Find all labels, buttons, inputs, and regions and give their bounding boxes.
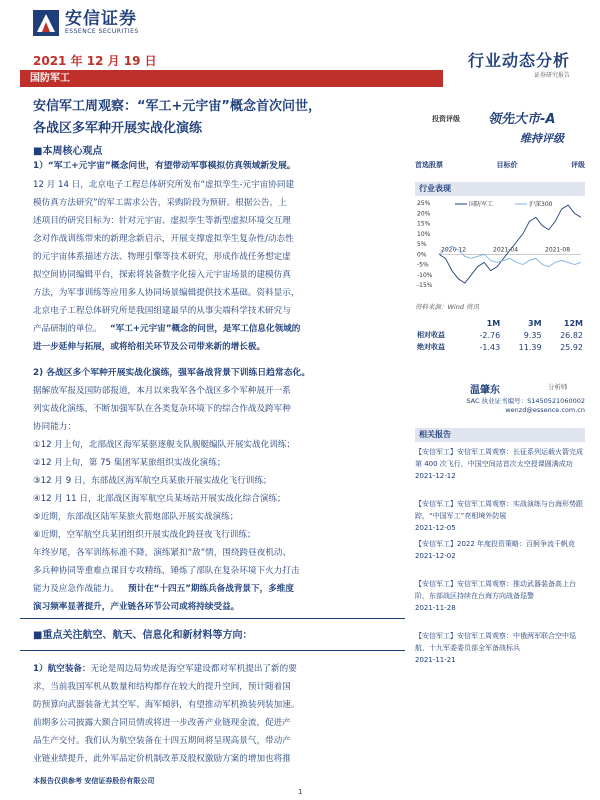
- rating-label: 投资评级: [432, 115, 460, 123]
- title-line-1: 安信军工周观察：“军工+元宇宙”概念首次问世，: [33, 99, 321, 114]
- aviation-first-line: [33, 662, 405, 674]
- title-line-2: 各战区多军种开展实战化演练: [33, 121, 203, 136]
- related-report-title: 【安信军工】安信军工周观察：长征系列运载火箭完成第 400 次飞行，中国空间站首次太空授课圆满成功: [415, 448, 583, 468]
- exercise-item: ③12 月 9 日，东部战区海军航空兵某旅开展实战化飞行训练；: [33, 476, 272, 486]
- page-number: 1: [298, 788, 303, 796]
- y-tick-label: -5%: [417, 261, 429, 269]
- point-2-bold-line: 预计在“十四五”期练兵备战背景下，多维度: [128, 584, 294, 594]
- y-tick-label: -10%: [417, 271, 433, 279]
- exercise-item: ①12 月上旬，北部战区海军某驱逐舰支队舰艇编队开展实战化训练；: [33, 440, 295, 450]
- core-view-heading: ■本周核心观点: [33, 146, 103, 157]
- stock-table-head: [415, 160, 585, 170]
- point-1-line: 北京电子工程总体研究所是我国组建最早的从事尖端科学技术研究与: [33, 306, 291, 316]
- related-report-date: 2021-12-02: [415, 552, 456, 560]
- aviation-title: 1）航空装备：: [33, 664, 91, 674]
- perf-col-0: [415, 318, 464, 329]
- y-tick-label: 10%: [417, 230, 431, 238]
- analyst-sac: SAC 执业证书编号：S1450521060002: [466, 397, 585, 405]
- point-2-tail-line: 能力及应急作战能力。: [33, 584, 119, 594]
- focus-heading: ■重点关注航空、航天、信息化和新材料等方向：: [33, 630, 253, 641]
- x-tick-label: 2021-08: [545, 246, 571, 254]
- related-report[interactable]: [415, 630, 585, 666]
- aviation-line: 品生产交付。我们认为航空装备在十四五期间将呈现高景气，带动产: [33, 736, 291, 746]
- legend-label-a: 国防军工: [469, 201, 494, 208]
- perf-col-1: 1M: [486, 319, 501, 328]
- point-1-line: 的元宇宙体系描述方法、物理引擎等技术研究，形成作战任务想定虚: [33, 252, 291, 262]
- rating-sub: 维持评级: [520, 132, 564, 145]
- related-report[interactable]: [415, 446, 585, 482]
- perf-label: 绝对收益: [417, 343, 445, 351]
- perf-heading: 行业表现: [415, 182, 585, 196]
- perf-value: -1.43: [479, 342, 501, 352]
- aviation-line: 防预算向武器装备尤其空军、海军倾斜，有望推动军机换装列装加速。: [33, 700, 300, 710]
- y-tick-label: -15%: [417, 282, 433, 289]
- perf-row-relative: [415, 329, 585, 341]
- sector-tag: 国防军工: [20, 70, 443, 87]
- exercise-item: ④12 月 11 日，北部战区海军航空兵某场站开展实战化综合演练；: [33, 494, 286, 504]
- y-tick-label: 15%: [417, 220, 431, 228]
- related-report-date: 2021-12-05: [415, 524, 456, 532]
- report-date: 2021 年 12 月 19 日: [33, 54, 157, 68]
- point-1-line: 述项目的研究目标为：针对元宇宙、虚拟孪生等新型虚拟环境交互理: [33, 216, 291, 226]
- x-tick-label: 2021-04: [493, 246, 519, 254]
- performance-table: [415, 318, 585, 353]
- perf-value: 25.92: [560, 342, 583, 352]
- legend-label-b: 沪深300: [529, 201, 553, 208]
- series-line-defense: [439, 205, 581, 283]
- related-report-title: 【安信军工】安信军工周观察：推动武器装备高上台阶，东部战区持续在台海方向战备巡警: [415, 580, 576, 600]
- chart-svg: [415, 195, 585, 300]
- stock-col-stock: 首选股票: [415, 161, 443, 169]
- point-2-bold-line-2: 演习频率显著提升，产业链各环节公司或将持续受益。: [33, 602, 240, 612]
- related-report[interactable]: [415, 498, 585, 534]
- exercise-item: ⑥近期，空军航空兵某团组织开展实战化跨昼夜飞行训练；: [33, 530, 256, 540]
- point-1-bold-line-2: 进一步延伸与拓展，或将给相关环节及公司带来新的增长极。: [33, 342, 266, 352]
- y-tick-label: 0%: [417, 251, 427, 259]
- brand-logo: [33, 10, 139, 36]
- perf-col-3: 12M: [563, 319, 583, 328]
- analyst-name: 温肇东: [470, 385, 500, 396]
- analyst-email[interactable]: wenzd@essence.com.cn: [505, 406, 585, 414]
- logo-cn: 安信证券: [65, 9, 137, 29]
- point-1-line: 拟空间协同编辑平台，探索将装备数字化接入元宇宙场景的建模仿真: [33, 270, 291, 280]
- related-report-title: 【安信军工】安信军工周观察：中俄两军联合空中巡航，十九军委委员部全军备战标兵: [415, 632, 576, 652]
- perf-header-row: [415, 318, 585, 329]
- related-report-title: 【安信军工】2022 年度投资策略：百舸争流千帆竞: [415, 540, 576, 548]
- y-tick-label: 25%: [417, 200, 431, 207]
- related-report-date: 2021-12-12: [415, 472, 456, 480]
- rating-main: 领先大市-A: [488, 112, 556, 127]
- exercise-item: ②12 月上旬，第 75 集团军某旅组织实战化演练；: [33, 458, 226, 468]
- footer-text: 本报告仅供参考 安信证券股份有限公司: [33, 777, 155, 785]
- stock-col-target: 目标价: [496, 161, 518, 169]
- perf-value: 26.82: [560, 330, 583, 340]
- point-1-line: 12 月 14 日，北京电子工程总体研究所发布“虚拟孪生-元宇宙协同建: [33, 180, 295, 190]
- related-report[interactable]: [415, 538, 585, 562]
- exercise-item: ⑤近期，东部战区陆军某旅火箭炮部队开展实战演练；: [33, 512, 239, 522]
- stock-col-rating: 评级: [571, 161, 585, 169]
- perf-label: 相对收益: [417, 331, 445, 339]
- point-1-bold-line: “军工+元宇宙”概念的问世，是军工信息化领域的: [110, 324, 301, 334]
- perf-row-absolute: [415, 341, 585, 353]
- report-header: [0, 0, 600, 78]
- x-tick-label: 2020-12: [441, 246, 467, 254]
- perf-value: -2.76: [479, 330, 501, 340]
- point-1-line: 模仿真方法研究”的军工需求公告，采购阶段为预研。根据公告，上: [33, 198, 287, 208]
- perf-col-2: 3M: [528, 319, 542, 328]
- report-type: 行业动态分析: [467, 51, 570, 70]
- report-title: [33, 96, 413, 140]
- analyst-role: 分析师: [548, 383, 568, 391]
- related-report-date: 2021-11-21: [415, 656, 456, 664]
- logo-en: ESSENCE SECURITIES: [65, 28, 139, 35]
- y-tick-label: 5%: [417, 241, 427, 248]
- point-2-tail-line: 多兵种协同等重难点课目专攻精练，锤炼了部队在复杂环境下火力打击: [33, 566, 300, 576]
- chart-source: 资料来源：Wind 资讯: [415, 303, 480, 311]
- section-divider: [20, 618, 405, 619]
- point-1-title: 1）“军工+元宇宙”概念问世，有望带动军事模拟仿真领域新发展。: [33, 161, 296, 171]
- related-report[interactable]: [415, 578, 585, 614]
- related-report-title: 【安信军工】安信军工周观察：实战演练与台海形势跟踪，“中国军工”亮相境外防展: [415, 500, 583, 520]
- point-2-line: 据解放军报及国防部报道，本月以来我军各个战区多个军种展开一系: [33, 386, 291, 396]
- related-report-date: 2021-11-28: [415, 604, 456, 612]
- point-2-line: 协同能力：: [33, 422, 76, 432]
- y-tick-label: 20%: [417, 210, 431, 218]
- report-subtype: 证券研究报告: [533, 72, 570, 79]
- point-2-title: 2) 各战区多个军种开展实战化演练，强军备战背景下训练日趋常态化。: [33, 368, 311, 378]
- industry-performance-chart: [415, 195, 585, 300]
- perf-value: 11.39: [518, 342, 542, 352]
- point-2-tail-line: 年终岁尾，各军训练标准不降，演练紧扣“敌”情，围绕跨昼夜机动、: [33, 548, 292, 558]
- logo-mark-icon: [33, 10, 59, 36]
- point-1-line: 方法，为军事训练等应用多人协同场景编辑提供技术基础。资料显示，: [33, 288, 300, 298]
- aviation-line: 前期多公司披露大额合同员情或将进一步改善产业链现金流，促进产: [33, 718, 291, 728]
- point-1-line: 念对作战训练带来的新理念新启示，开展支撑虚拟孪生复杂性/动态性: [33, 234, 294, 244]
- point-1-line: 产品研制的单位。: [33, 324, 102, 334]
- perf-value: 9.35: [523, 330, 542, 340]
- point-2-line: 列实战化演练，不断加强军队在各类复杂环境下的综合作战及跨军种: [33, 404, 291, 414]
- aviation-line: 求，当前我国军机从数量和结构都存在较大的提升空间，预计随着国: [33, 682, 291, 692]
- aviation-line: 业链业绩提升，此外军品定价机制改革及股权激励方案的增加也将推: [33, 754, 291, 764]
- related-heading: 相关报告: [415, 428, 585, 442]
- section-divider-2: [20, 650, 405, 651]
- aviation-first: 无论是周边局势或是海空军建设都对军机提出了新的要: [90, 664, 297, 674]
